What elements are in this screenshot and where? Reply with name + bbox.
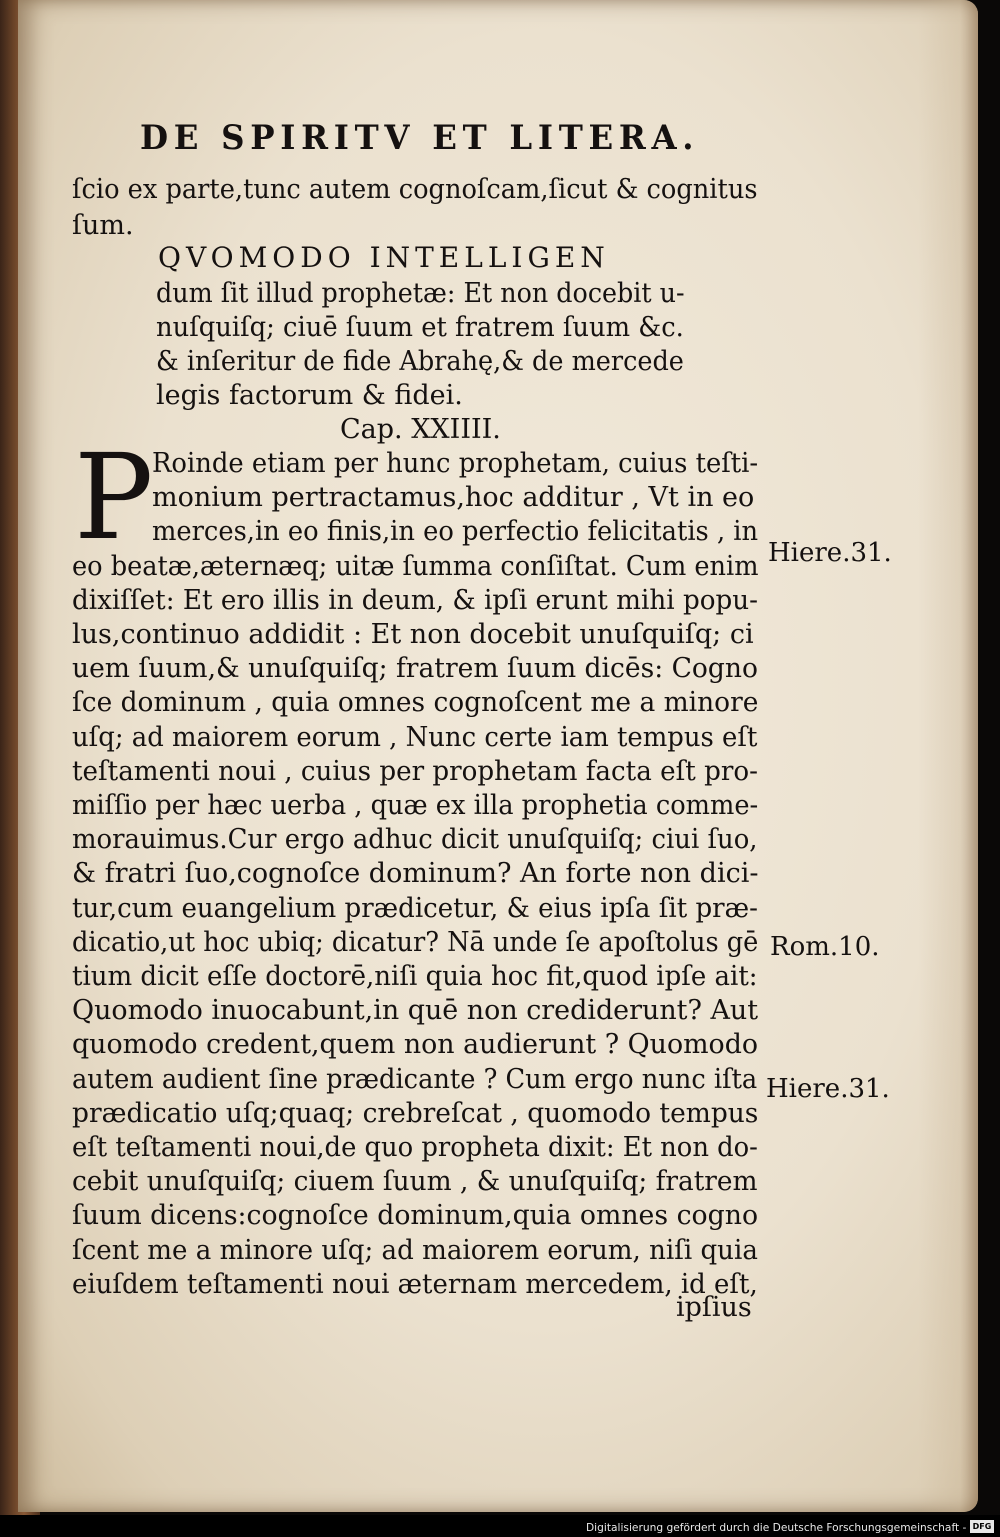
body-line: tium dicit eſſe doctorē,niſi quia hoc fit,quod ipſe ait: bbox=[72, 961, 758, 992]
page-edge-shading bbox=[918, 0, 978, 1512]
body-line: Roinde etiam per hunc prophetam, cuius teſti- bbox=[152, 448, 759, 479]
text-line: ſcio ex parte,tunc autem cognoſcam,ſicut & cognitus bbox=[72, 174, 758, 205]
body-line: prædicatio uſq;quaq; crebreſcat , quomodo tempus bbox=[72, 1098, 759, 1129]
body-line: merces,in eo finis,in eo perfectio felicitatis , in bbox=[152, 516, 759, 547]
dfg-logo: DFG bbox=[970, 1520, 994, 1533]
body-line: ſcent me a minore uſq; ad maiorem eorum, niſi quia bbox=[72, 1235, 758, 1266]
chapter-number: Cap. XXIIII. bbox=[340, 414, 501, 445]
text-line: ſum. bbox=[72, 210, 134, 241]
running-head: DE SPIRITV ET LITERA. bbox=[140, 118, 700, 158]
body-line: miſſio per hæc uerba , quæ ex illa prophetia comme- bbox=[72, 790, 759, 821]
footer-credit: Digitalisierung gefördert durch die Deutsche Forschungsgemeinschaft - bbox=[585, 1521, 966, 1534]
marginal-note: Rom.10. bbox=[770, 932, 880, 962]
body-line: ſuum dicens:cognoſce dominum,quia omnes cogno bbox=[72, 1200, 759, 1231]
body-line: dixiſſet: Et ero illis in deum, & ipſi erunt mihi popu- bbox=[72, 585, 758, 616]
body-line: quomodo credent,quem non audierunt ? Quomodo bbox=[72, 1029, 759, 1060]
body-line: & fratri ſuo,cognoſce dominum? An forte non dici- bbox=[72, 858, 759, 889]
body-line: autem audient ſine prædicante ? Cum ergo nunc iſta bbox=[72, 1064, 758, 1095]
chapter-heading-caps: QVOMODO INTELLIGEN bbox=[158, 241, 610, 274]
drop-cap: P bbox=[74, 428, 154, 566]
catchword: ipſius bbox=[676, 1292, 752, 1323]
body-line: Quomodo inuocabunt,in quē non crediderunt? Aut bbox=[72, 995, 759, 1026]
body-line: uſq; ad maiorem eorum , Nunc certe iam tempus eſt bbox=[72, 722, 758, 753]
body-line: eo beatæ,æternæq; uitæ ſumma conſiſtat. Cum enim bbox=[72, 551, 759, 582]
chapter-heading-line: legis factorum & fidei. bbox=[156, 380, 463, 411]
body-line: eiuſdem teſtamenti noui æternam mercedem, id eſt, bbox=[72, 1269, 758, 1300]
body-line: eſt teſtamenti noui,de quo propheta dixit: Et non do- bbox=[72, 1132, 758, 1163]
body-line: cebit unuſquiſq; ciuem ſuum , & unuſquiſq; fratrem bbox=[72, 1166, 758, 1197]
body-line: monium pertractamus,hoc additur , Vt in eo bbox=[152, 482, 755, 513]
chapter-heading-line: dum ſit illud prophetæ: Et non docebit u- bbox=[156, 278, 685, 309]
marginal-note: Hiere.31. bbox=[766, 1074, 890, 1104]
chapter-heading-line: & inſeritur de fide Abrahę,& de mercede bbox=[156, 346, 684, 377]
marginal-note: Hiere.31. bbox=[768, 538, 892, 568]
chapter-heading-line: nuſquiſq; ciuē ſuum et fratrem ſuum &c. bbox=[156, 312, 684, 343]
body-line: tur,cum euangelium prædicetur, & eius ipſa ſit præ- bbox=[72, 893, 758, 924]
body-line: morauimus.Cur ergo adhuc dicit unuſquiſq; ciui ſuo, bbox=[72, 824, 758, 855]
body-line: uem ſuum,& unuſquiſq; fratrem ſuum dicēs: Cogno bbox=[72, 653, 758, 684]
body-line: dicatio,ut hoc ubiq; dicatur? Nā unde ſe apoſtolus gē bbox=[72, 927, 759, 958]
body-line: teſtamenti noui , cuius per prophetam facta eſt pro- bbox=[72, 756, 758, 787]
body-line: lus,continuo addidit : Et non docebit unuſquiſq; ci bbox=[72, 619, 754, 650]
body-line: ſce dominum , quia omnes cognoſcent me a minore bbox=[72, 687, 759, 718]
